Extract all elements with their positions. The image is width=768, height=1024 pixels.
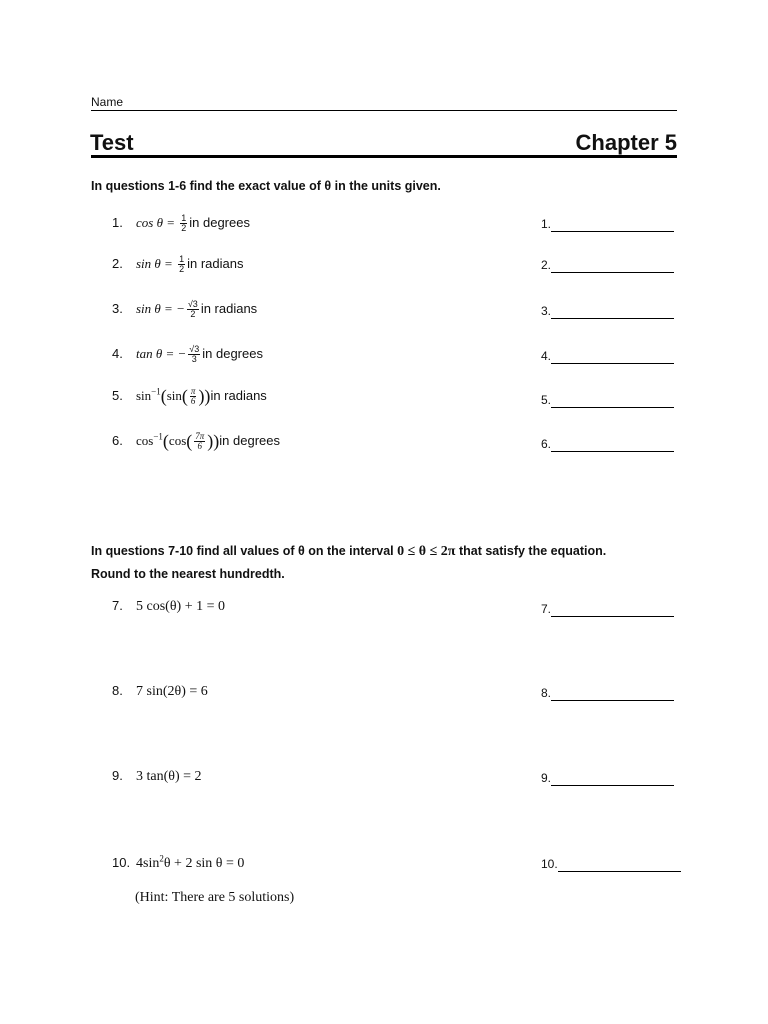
outer-function: sin (136, 387, 152, 403)
name-label: Name (91, 95, 124, 109)
question-function: sin θ = (136, 255, 177, 271)
question-fraction: $\frac{√3}{3}$ (189, 344, 200, 364)
question-7 (112, 598, 225, 615)
title-divider (91, 155, 677, 158)
question-5 (112, 386, 267, 407)
question-9 (112, 768, 202, 785)
answer-blank[interactable] (551, 602, 674, 617)
question-units: in degrees (219, 432, 280, 448)
inner-function: sin (166, 387, 182, 403)
answer-2[interactable] (541, 258, 674, 273)
answer-9[interactable] (541, 771, 674, 786)
answer-label: 1. (541, 217, 552, 231)
answer-label: 6. (541, 437, 552, 451)
answer-label: 3. (541, 304, 552, 318)
answer-label: 4. (541, 349, 552, 363)
answer-label: 9. (541, 771, 552, 785)
question-function: sin θ = − (136, 300, 185, 316)
answer-blank[interactable] (551, 686, 674, 701)
section1-instruction: In questions 1-6 find the exact value of θ in the units given. (91, 179, 441, 193)
question-units: in radians (200, 300, 258, 316)
answer-1[interactable] (541, 217, 674, 232)
question-units: in degrees (189, 214, 250, 230)
outer-exponent: −1 (153, 431, 163, 442)
question-equation: 3 tan(θ) = 2 (136, 769, 202, 784)
open-paren: ( (160, 386, 167, 406)
answer-blank[interactable] (551, 217, 674, 232)
answer-blank[interactable] (551, 349, 674, 364)
question-equation: $4\sin^2\theta + 2$ sin θ = 0 (136, 853, 245, 871)
inner-function: cos (168, 432, 187, 448)
question-function: tan θ = − (136, 345, 187, 361)
question-fraction: $\frac{7\pi}{6}$ (195, 431, 205, 451)
answer-blank[interactable] (551, 304, 674, 319)
question-fraction: $\frac{√3}{2}$ (187, 299, 198, 319)
answer-blank[interactable] (551, 258, 674, 273)
answer-label: 5. (541, 393, 552, 407)
question-number: 6. (112, 432, 123, 448)
outer-exponent: −1 (151, 386, 161, 397)
section2-instruction (91, 540, 691, 585)
question-number: 7. (112, 598, 123, 613)
question-number: 10. (112, 854, 131, 870)
answer-4[interactable] (541, 349, 674, 364)
answer-blank[interactable] (551, 393, 674, 408)
name-field[interactable] (91, 95, 677, 111)
answer-label: 7. (541, 602, 552, 616)
instruction-text: In questions 7-10 find all values of θ on the interval (91, 544, 398, 558)
question-10 (112, 853, 244, 872)
question-units: in radians (187, 255, 244, 271)
question-number: 1. (112, 214, 123, 230)
answer-blank[interactable] (551, 437, 674, 452)
answer-blank[interactable] (558, 857, 681, 872)
test-title: Test (90, 130, 134, 155)
question-3 (112, 300, 257, 319)
answer-label: 8. (541, 686, 552, 700)
answer-8[interactable] (541, 686, 674, 701)
answer-7[interactable] (541, 602, 674, 617)
answer-label: 10. (541, 857, 558, 871)
question-number: 3. (112, 300, 123, 316)
chapter-title: Chapter 5 (575, 130, 677, 155)
question-number: 8. (112, 683, 123, 698)
interval: 0 ≤ θ ≤ 2π (397, 544, 456, 559)
outer-function: cos (136, 432, 154, 448)
open-paren: ( (162, 431, 169, 451)
answer-5[interactable] (541, 393, 674, 408)
answer-10[interactable] (541, 857, 681, 872)
answer-label: 2. (541, 258, 552, 272)
question-number: 9. (112, 768, 123, 783)
question-equation: 7 sin(2θ) = 6 (136, 684, 208, 699)
question-units: in radians (210, 387, 267, 403)
question-equation: 5 cos(θ) + 1 = 0 (136, 599, 225, 614)
question-8 (112, 683, 208, 700)
close-paren: )) (198, 386, 211, 406)
answer-blank[interactable] (551, 771, 674, 786)
open-paren: ( (181, 386, 188, 406)
question-4 (112, 345, 263, 364)
question-units: in degrees (202, 345, 263, 361)
open-paren: ( (186, 431, 193, 451)
question-number: 2. (112, 255, 123, 271)
answer-6[interactable] (541, 437, 674, 452)
close-paren: )) (207, 431, 220, 451)
instruction-text: Round to the nearest hundredth. (91, 567, 285, 581)
question-2 (112, 255, 243, 274)
question-number: 5. (112, 387, 123, 403)
question-fraction: $\frac{\pi}{6}$ (190, 386, 196, 406)
instruction-text: that satisfy the equation. (455, 544, 607, 558)
question-number: 4. (112, 345, 123, 361)
question-fraction: $\frac{1}{2}$ (179, 254, 185, 274)
hint-text: (Hint: There are 5 solutions) (135, 890, 295, 905)
answer-3[interactable] (541, 304, 674, 319)
question-fraction: $\frac{1}{2}$ (181, 213, 187, 233)
question-6 (112, 431, 280, 452)
question-1 (112, 214, 250, 233)
question-function: cos θ = (136, 214, 179, 230)
